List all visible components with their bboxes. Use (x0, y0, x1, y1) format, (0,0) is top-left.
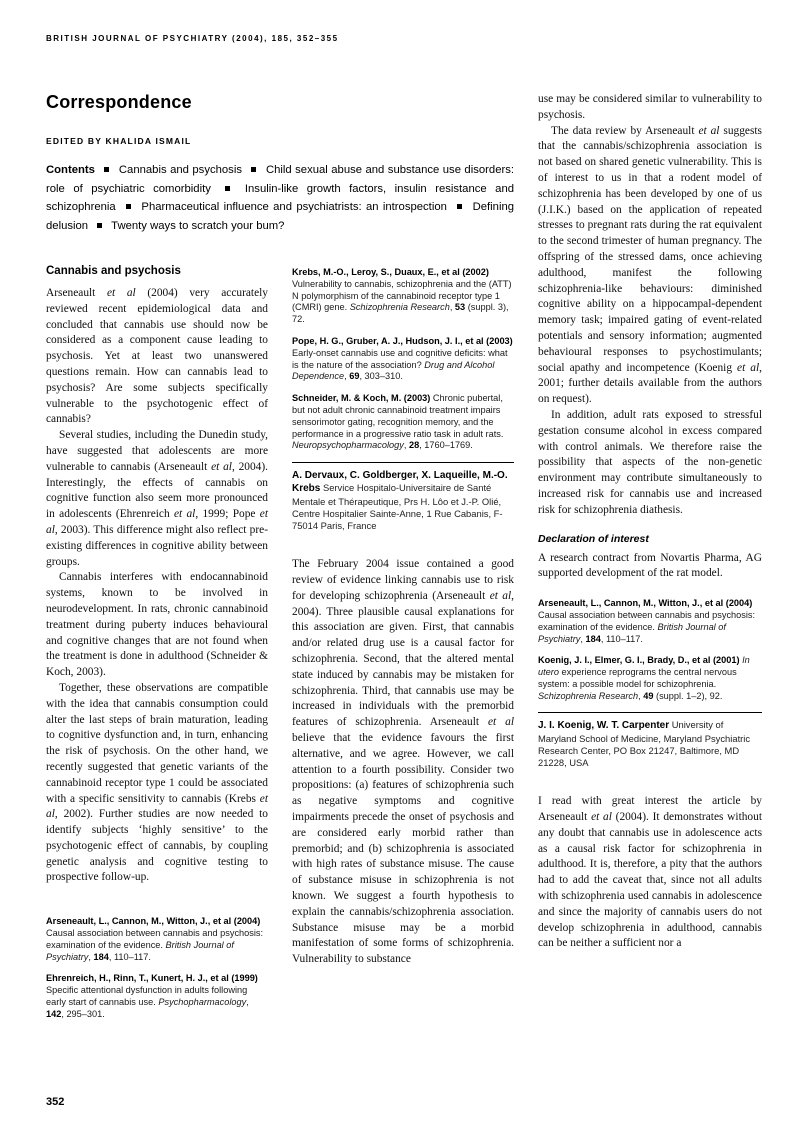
reference: Pope, H. G., Gruber, A. J., Hudson, J. I., et al (2003) Early-onset cannabis use and cognitive deficits: what is the nature of the association? Drug and Alcohol Dependence, 69, 303–310. (292, 335, 513, 382)
main-content (46, 92, 762, 1031)
running-head-text: BRITISH JOURNAL OF PSYCHIATRY (2004), 185, 352–355 (46, 34, 339, 43)
running-head (46, 34, 339, 43)
letter1-paragraph: Arseneault et al (2004) very accurately reviewed recent epidemiological data and concluded that cannabis use should now be considered as a component cause leading to psychosis. Yet at least two unanswered questions remain. How can cannabis lead to psychosis? Are some subjects specifically vulnerable to the psychotogenic effect of cannabis? (46, 287, 268, 426)
contents-item: Defining delusion (46, 201, 515, 232)
reference: Ehrenreich, H., Rinn, T., Kunert, H. J., et al (1999) Specific attentional dysfunction in adults following early start of cannabis use. Psychopharmacology, 142, 295–301. (46, 973, 258, 1019)
bullet-square-icon (457, 204, 462, 209)
page-footer (46, 1096, 64, 1108)
letter1-references-col1 (46, 916, 268, 1020)
letter2-paragraph: In addition, adult rats exposed to stressful gestation consume alcohol in excess compared with control animals. We therefore raise the possibility that aspects of the non-genetic environment may contribute simultaneously to increased risk for cannabis use and increased risk for schizophrenia diathesis. (538, 408, 762, 516)
reference: Arseneault, L., Cannon, M., Witton, J., et al (2004) Causal association between cannabis and psychosis: examination of the evidence. British Journal of Psychiatry, 184, 110–117. (46, 916, 264, 962)
contents-item: Pharmaceutical influence and psychiatrists: an introspection (141, 201, 447, 213)
edited-by-line: EDITED BY KHALIDA ISMAIL (46, 136, 192, 146)
column-3 (538, 92, 762, 1031)
contents-item: Cannabis and psychosis (118, 164, 242, 176)
column-2 (292, 265, 514, 1031)
bullet-square-icon (225, 186, 230, 191)
letter1-paragraph: Several studies, including the Dunedin study, have suggested that adolescents are more vulnerable to cannabis (Arseneault et al, 2004). Interestingly, the effects of cannabis on cognitive function also seem more pronounced in adolescents (Ehrenreich et al, 1999; Pope et al, 2003). This difference might also reflect pre-existing differences in cognitive ability between groups. (46, 429, 268, 568)
letter2-signature (538, 712, 762, 769)
contents-item: Child sexual abuse and substance use disorders: role of psychiatric comorbidity (46, 164, 515, 195)
left-two-columns (46, 92, 514, 1031)
contents-label: Contents (46, 164, 95, 176)
letter1-signature (292, 462, 514, 532)
bullet-square-icon (97, 223, 102, 228)
reference: Arseneault, L., Cannon, M., Witton, J., et al (2004) Causal association between cannabis and psychosis: examination of the evidence. British Journal of Psychiatry, 184, 110–117. (538, 598, 756, 644)
reference: Krebs, M.-O., Leroy, S., Duaux, E., et al (2002) Vulnerability to cannabis, schizophrenia and the (ATT) N polymorphism of the cannabinoid receptor type 1 (CMRI) gene. Schizophrenia Research, 53 (suppl. 3), 72. (292, 267, 512, 325)
letter2-references (538, 598, 762, 702)
letter1-paragraph: Cannabis interferes with endocannabinoid systems, known to be involved in neurodevelopment. In rats, chronic cannabinoid treatment during puberty induces behavioural and cognitive changes that are not found when the treatment is done in adulthood (Schneider & Koch, 2003). (46, 571, 268, 679)
letter1-references-col2 (292, 267, 514, 452)
contents-item: Twenty ways to scratch your bum? (111, 219, 285, 232)
reference: Koenig, J. I., Elmer, G. I., Brady, D., et al (2001) In utero experience reprograms the central nervous system: a possible model for schizophrenia. Schizophrenia Research, 49 (suppl. 1–2), 92. (538, 655, 750, 701)
bullet-square-icon (104, 167, 109, 172)
letter1-paragraph: Together, these observations are compatible with the idea that cannabis consumption could alter the last steps of brain maturation, leading to cognitive dysfunction and, in turn, enhancing the risk of psychosis. On the other hand, we recently suggested that genetic variants of the cannabinoid receptor type 1 could be associated with a specific sensitivity to cannabis (Krebs et al, 2002). Further studies are now needed to identify subjects ‘highly sensitive’ to the psychotogenic effect of cannabis, by coupling genetic analysis and cognitive testing to prospective follow-up. (46, 681, 268, 884)
bullet-square-icon (126, 204, 131, 209)
page-number: 352 (46, 1096, 65, 1108)
letter1-heading: Cannabis and psychosis (46, 265, 181, 277)
letter3-paragraph: I read with great interest the article by Arseneault et al (2004). It demonstrates without any doubt that cannabis use in adolescence acts as a causal risk factor for schizophrenia in adulthood. It is, therefore, a pity that the authors had to add the caveat that, since not all adults with schizophrenia used cannabis in adolescence and since the majority of cannabis users do not develop schizophrenia in adulthood, cannabis can be neither a sufficient nor a (538, 795, 762, 950)
reference: Schneider, M. & Koch, M. (2003) Chronic pubertal, but not adult chronic cannabinoid treatment impairs sensorimotor gating, recognition memory, and the performance in a progressive ratio task in adult rats. Neuropsychopharmacology, 28, 1760–1769. (292, 393, 504, 451)
contents-item: Insulin-like growth factors, insulin resistance and schizophrenia (46, 182, 515, 213)
column-1 (46, 265, 268, 1031)
letter2-paragraph: The February 2004 issue contained a good review of evidence linking cannabis use to risk for developing schizophrenia (Arseneault et al, 2004). Three plausible causal explanations for this association are given. First, that cannabis and/or related drug use is a causal factor for schizophrenia. Second, that the altered mental state induced by cannabis may be mistaken for schizophrenia. Third, that cannabis use may be increased in individuals with the premorbid features of schizophrenia. Arseneault et al believe that the evidence favours the first alternative, and we agree. However, we call attention to a fourth possibility. Consider two propositions: (a) features of schizophrenia such as negative symptoms and cognitive impairments precede the onset of psychosis and are considered early morbid rather than premorbid; and (b) schizophrenia is associated with high rates of substance misuse. The cause of substance misuse in schizophrenia is not known. We suggest a fourth hypothesis to explain the cannabis/schizophrenia association. Substance misuse may be a morbid manifestation of some forms of schizophrenia. Vulnerability to substance (292, 558, 514, 966)
letter2-paragraph-continuation: use may be considered similar to vulnerability to psychosis. (538, 93, 762, 121)
declaration-of-interest-heading: Declaration of interest (538, 532, 649, 545)
page-title: Correspondence (46, 92, 192, 112)
body-columns (46, 265, 514, 1031)
signature-text: A. Dervaux, C. Goldberger, X. Laqueille, M.-O. Krebs Service Hospitalo-Universitaire de Santé Mentale et Thérapeutique, Prs H. Lôo et J.-P. Olié, Centre Hospitalier Sainte-Anne, 1 Rue Cabanis, F-75014 Paris, France (292, 470, 508, 531)
declaration-text: A research contract from Novartis Pharma, AG supported development of the rat model. (538, 551, 762, 580)
bullet-square-icon (251, 167, 256, 172)
letter2-paragraph: The data review by Arseneault et al suggests that the cannabis/schizophrenia association is not based on shared genetic vulnerability. This is of interest to us in that a rodent model of schizophrenia has been developed by one of us (J.I.K.) based on the application of repeated stresses to pregnant rats during the rat equivalent to the second trimester of human pregnancy. The offspring of the stressed dams, once achieving adulthood, manifest the following schizophrenia-like behaviours: diminished cognitive ability on a hippocampal-dependent memory task; impaired gating of event-related potentials and sensory information; augmented behavioural responses to psychostimulants; social apathy and incompetence (Koenig et al, 2001; further details available from the authors on request). (538, 124, 762, 406)
signature-text: J. I. Koenig, W. T. Carpenter University of Maryland School of Medicine, Maryland Psychiatric Research Center, PO Box 21247, Baltimore, MD 21228, USA (538, 719, 751, 769)
contents-block (46, 161, 514, 235)
